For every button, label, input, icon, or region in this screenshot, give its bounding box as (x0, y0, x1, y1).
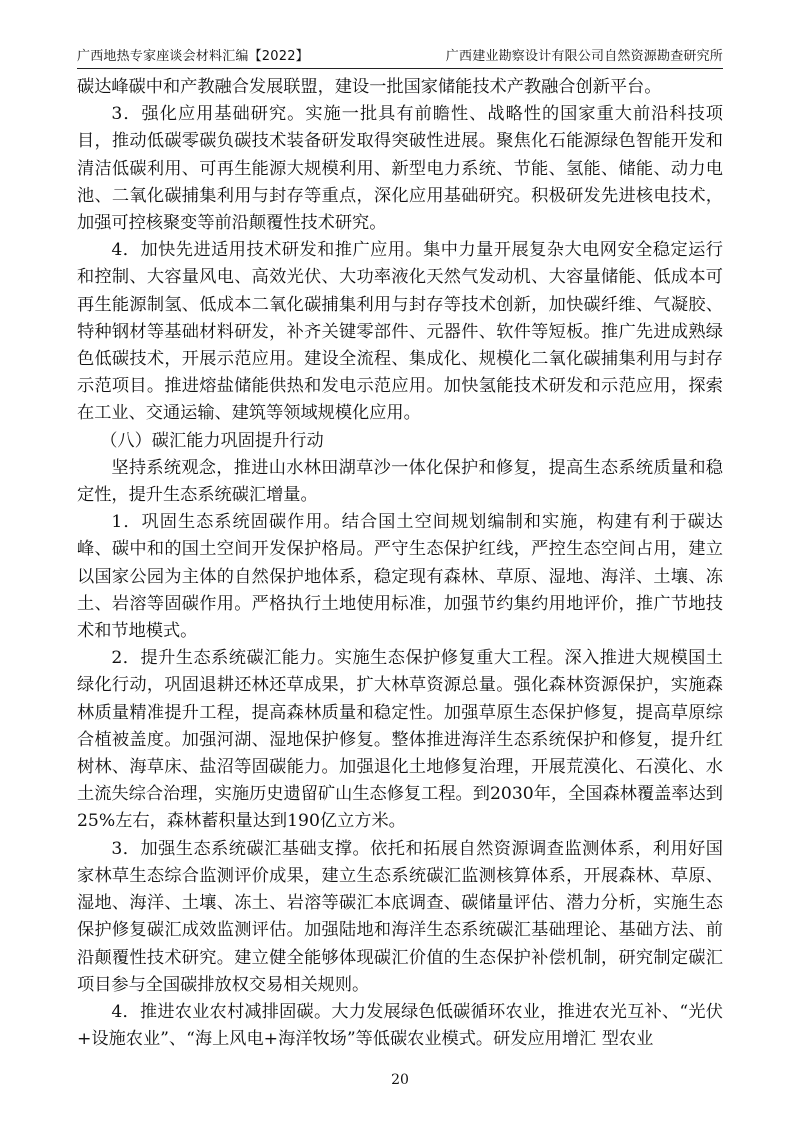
running-header (77, 44, 723, 69)
paragraph-item-1: 1．巩固生态系统固碳作用。结合国土空间规划编制和实施，构建有利于碳达峰、碳中和的国土空间开发保护格局。严守生态保护红线，严控生态空间占用，建立以国家公园为主体的自然保护地体系，稳定现有森林、草原、湿地、海洋、土壤、冻土、岩溶等固碳作用。严格执行土地使用标准，加强节约集约用地评价，推广节地技术和节地模式。 (77, 512, 723, 642)
paragraph-continued: 碳达峰碳中和产教融合发展联盟，建设一批国家储能技术产教融合创新平台。 (77, 77, 662, 97)
paragraph-item-3b: 3．加强生态系统碳汇基础支撑。依托和拓展自然资源调查监测体系，利用好国家林草生态综合监测评价成果，建立生态系统碳汇监测核算体系，开展森林、草原、湿地、海洋、土壤、冻土、岩溶等碳汇本底调查、碳储量评估、潜力分析，实施生态保护修复碳汇成效监测评估。加强陆地和海洋生态系统碳汇基础理论、基础方法、前沿颠覆性技术研究。建立健全能够体现碳汇价值的生态保护补偿机制，研究制定碳汇项目参与全国碳排放权交易相关规则。 (77, 838, 723, 995)
page-number: 20 (391, 1072, 409, 1088)
paragraph-item-4b: 4．推进农业农村减排固碳。大力发展绿色低碳循环农业，推进农光互补、“光伏+设施农业”、“海上风电+海洋牧场”等低碳农业模式。研发应用增汇 型农业 (77, 1001, 723, 1050)
paragraph-item-2: 2．提升生态系统碳汇能力。实施生态保护修复重大工程。深入推进大规模国土绿化行动，巩固退耕还林还草成果，扩大林草资源总量。强化森林资源保护，实施森林质量精准提升工程，提高森林质量和稳定性。加强草原生态保护修复，提高草原综合植被盖度。加强河湖、湿地保护修复。整体推进海洋生态系统保护和修复，提升红树林、海草床、盐沼等固碳能力。加强退化土地修复治理，开展荒漠化、石漠化、水土流失综合治理，实施历史遗留矿山生态修复工程。到2030年，全国森林覆盖率达到25%左右，森林蓄积量达到190亿立方米。 (77, 648, 723, 832)
paragraph-item-3: 3．强化应用基础研究。实施一批具有前瞻性、战略性的国家重大前沿科技项目，推动低碳零碳负碳技术装备研发取得突破性进展。聚焦化石能源绿色智能开发和清洁低碳利用、可再生能源大规模利用、新型电力系统、节能、氢能、储能、动力电池、二氧化碳捕集利用与封存等重点，深化应用基础研究。积极研发先进核电技术，加强可控核聚变等前沿颠覆性技术研究。 (77, 104, 723, 234)
section-heading-8: （八）碳汇能力巩固提升行动 (100, 430, 324, 451)
document-body (77, 74, 723, 1053)
header-left-title: 广西地热专家座谈会材料汇编【2022】 (77, 49, 309, 64)
header-right-org: 广西建业勘察设计有限公司自然资源勘查研究所 (445, 49, 723, 64)
paragraph-item-4: 4．加快先进适用技术研发和推广应用。集中力量开展复杂大电网安全稳定运行和控制、大容量风电、高效光伏、大功率液化天然气发动机、大容量储能、低成本可再生能源制氢、低成本二氧化碳捕集利用与封存等技术创新，加快碳纤维、气凝胶、特种钢材等基础材料研发，补齐关键零部件、元器件、软件等短板。推广先进成熟绿色低碳技术，开展示范应用。建设全流程、集成化、规模化二氧化碳捕集利用与封存示范项目。推进熔盐储能供热和发电示范应用。加快氢能技术研发和示范应用，探索在工业、交通运输、建筑等领域规模化应用。 (77, 240, 723, 424)
paragraph-intro: 坚持系统观念，推进山水林田湖草沙一体化保护和修复，提高生态系统质量和稳定性，提升生态系统碳汇增量。 (77, 457, 723, 506)
